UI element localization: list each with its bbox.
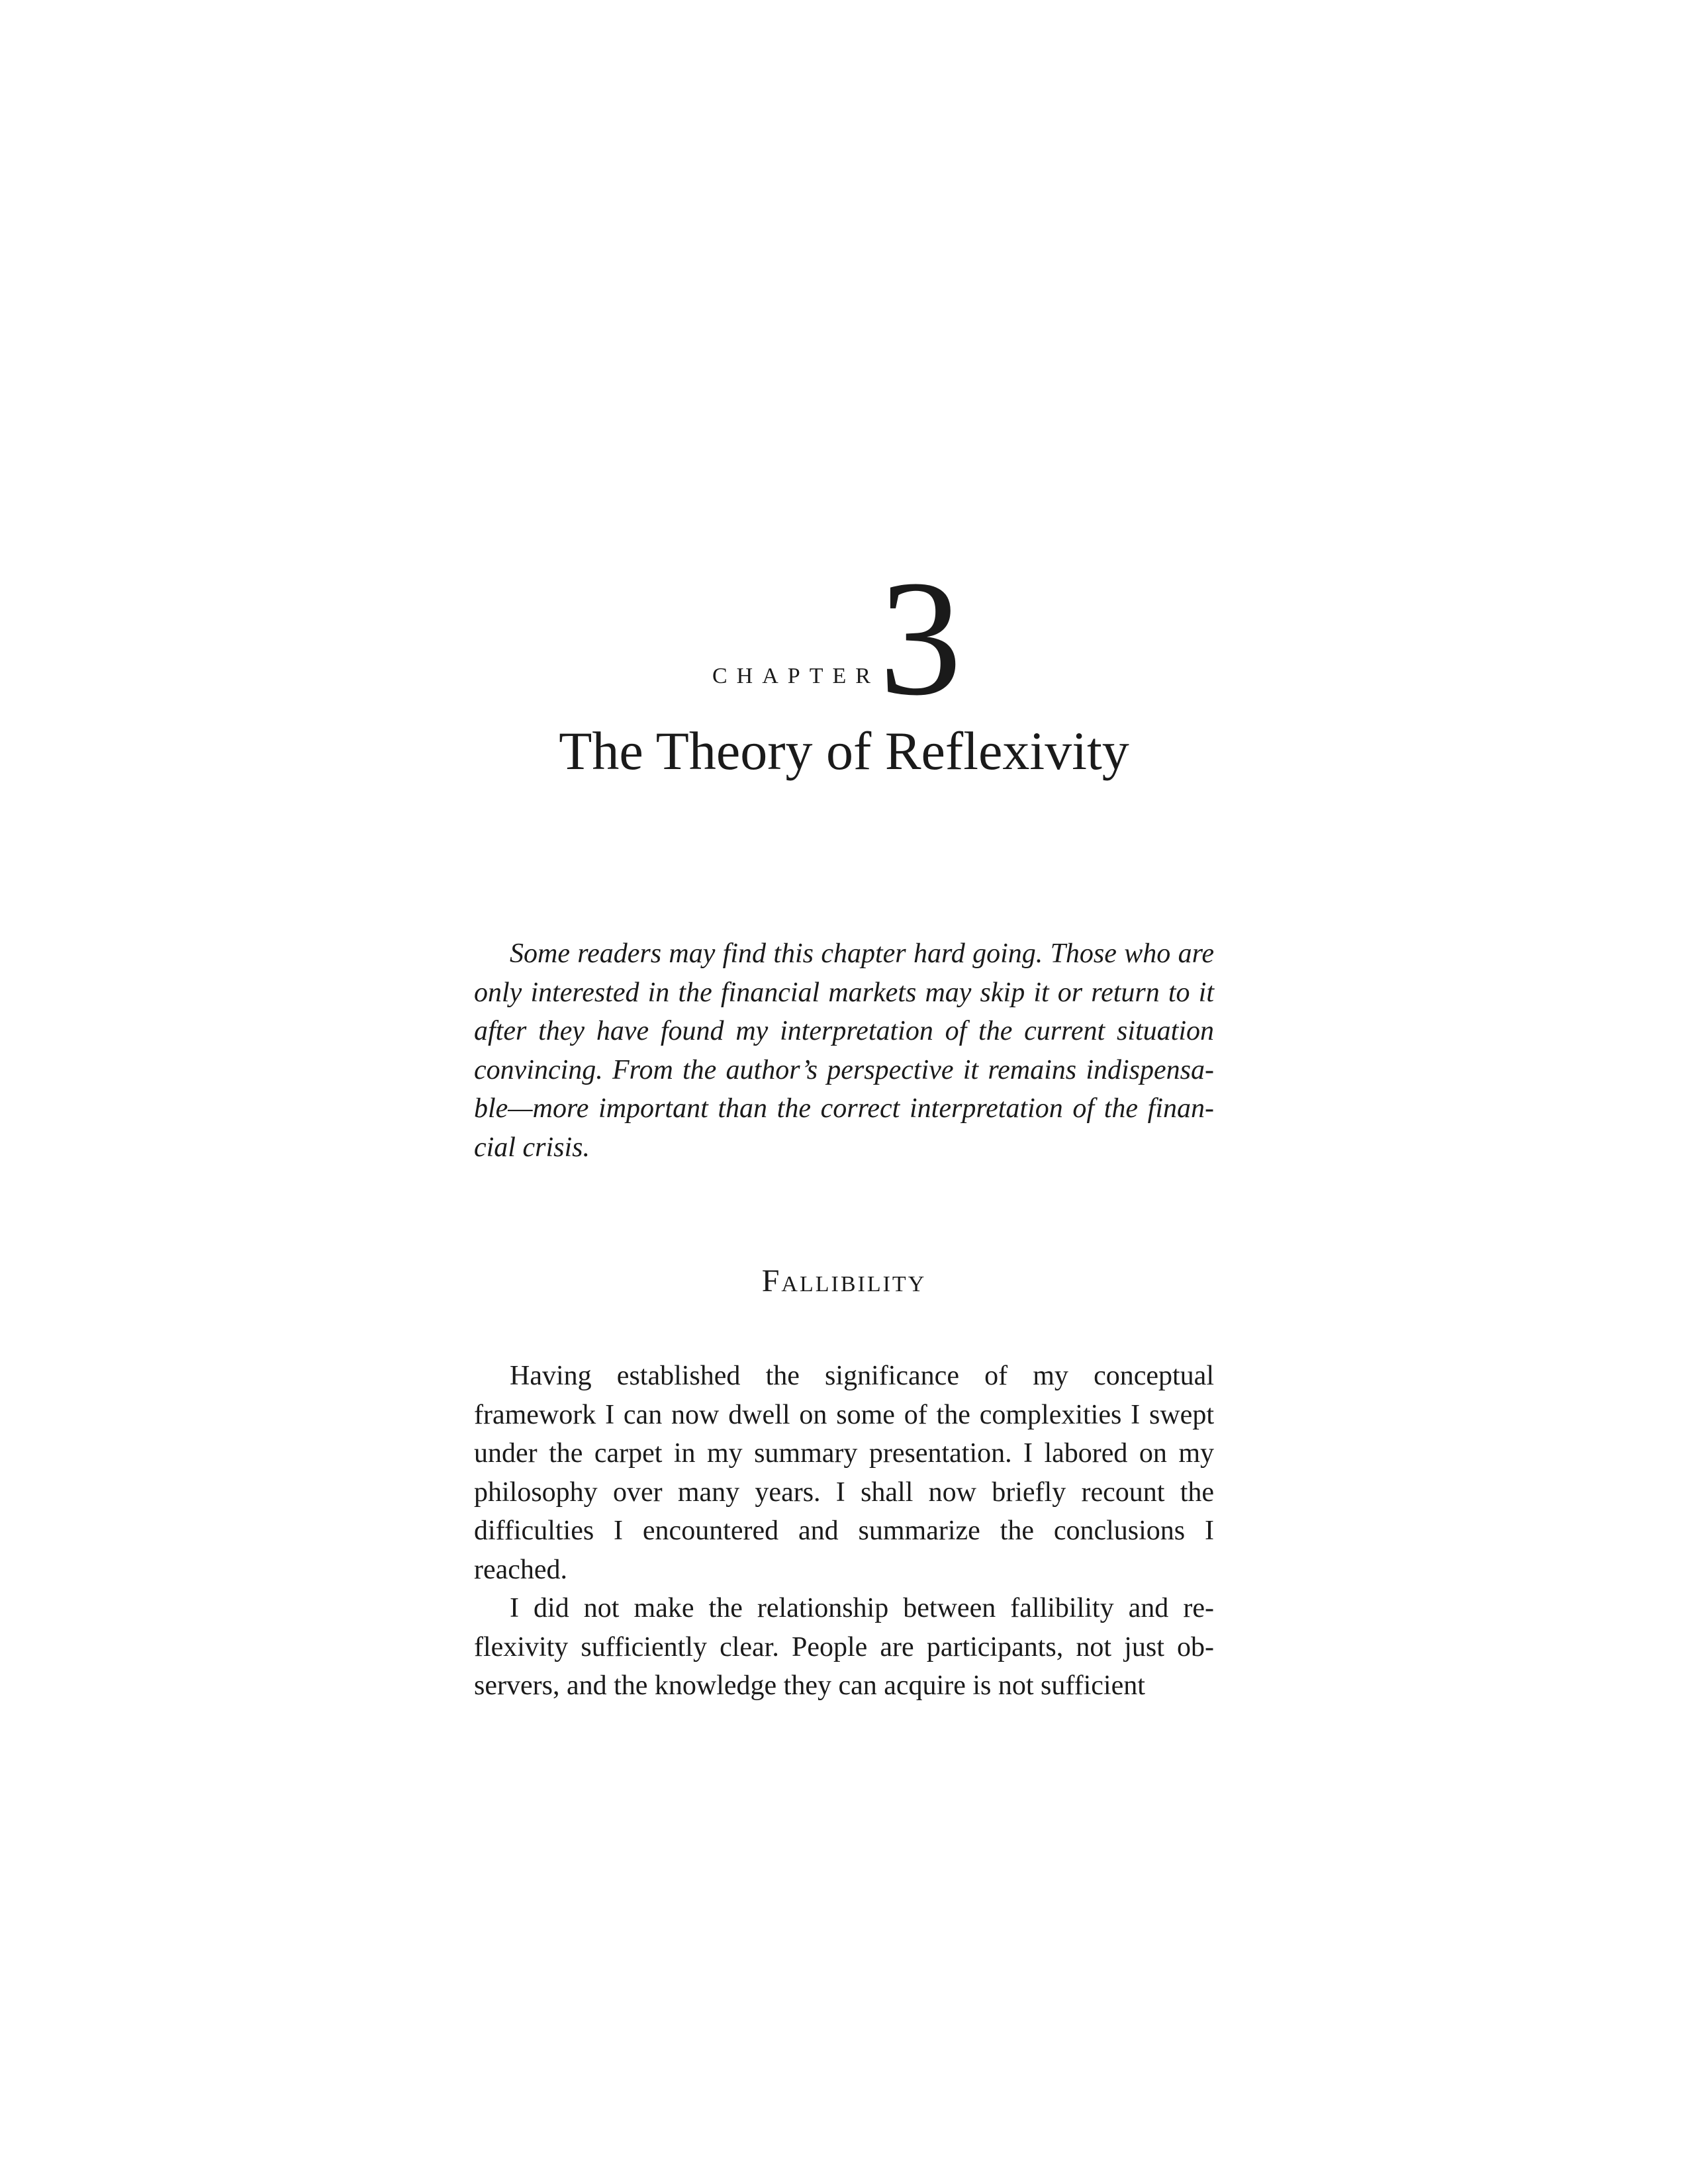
chapter-heading bbox=[712, 547, 977, 730]
body-paragraph: I did not make the relationship between fallibility and reflexivity sufficiently clear. People are participants, not just observers, and the knowledge they can acquire is not sufficient bbox=[474, 1593, 1214, 1701]
section-heading: Fallibility bbox=[761, 1263, 927, 1298]
body-paragraph: Having established the significance of my conceptual framework I can now dwell on some of the complexities I swept under the carpet in my summary presentation. I labored on my philosophy over many years. I shall now briefly recount the difficulties I encountered and summarize the conclusions I reached. bbox=[474, 1361, 1214, 1585]
chapter-label: CHAPTER bbox=[712, 664, 880, 688]
chapter-title: The Theory of Reflexivity bbox=[559, 721, 1129, 781]
chapter-number: 3 bbox=[879, 547, 962, 730]
epigraph: Some readers may find this chapter hard going. Those who are only interested in the financial markets may skip it or return to it after they have found my interpretation of the current situation convincing. From the author’s perspective it remains indispensable—more important than the correct interpretation of the financial crisis. bbox=[474, 938, 1214, 1163]
body-text bbox=[474, 1357, 1214, 1706]
